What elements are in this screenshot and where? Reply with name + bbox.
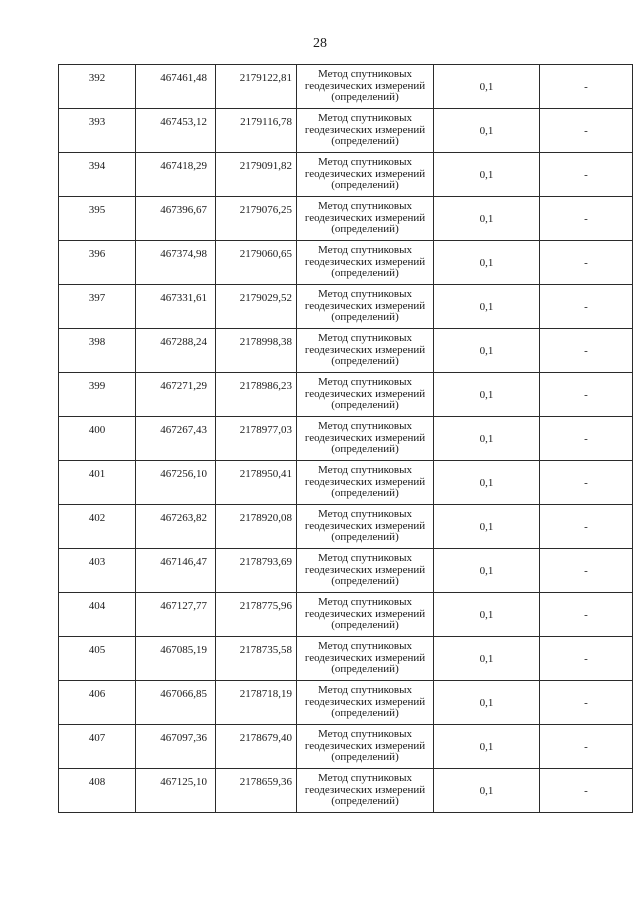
- table-row: [59, 109, 633, 153]
- method-text-line: Метод спутниковых: [318, 332, 412, 345]
- method-text-line: Метод спутниковых: [318, 508, 412, 521]
- note-cell: -: [540, 285, 633, 329]
- method-cell: [297, 109, 434, 153]
- accuracy-cell: 0,1: [434, 65, 540, 109]
- method-text-line: (определений): [331, 619, 399, 632]
- method-text-line: Метод спутниковых: [318, 640, 412, 653]
- method-cell: [297, 593, 434, 637]
- method-text-line: геодезических измерений: [304, 167, 426, 180]
- point-number-cell: 397: [59, 285, 136, 329]
- table-row: [59, 549, 633, 593]
- note-cell: -: [540, 417, 633, 461]
- table-row: [59, 373, 633, 417]
- x-coordinate-cell: 467396,67: [136, 197, 216, 241]
- method-text-line: Метод спутниковых: [318, 684, 412, 697]
- y-coordinate-cell: 2178793,69: [216, 549, 297, 593]
- method-text-line: (определений): [331, 355, 399, 368]
- x-coordinate-cell: 467418,29: [136, 153, 216, 197]
- table-row: [59, 461, 633, 505]
- x-coordinate-cell: 467125,10: [136, 769, 216, 813]
- x-coordinate-cell: 467271,29: [136, 373, 216, 417]
- note-cell: -: [540, 329, 633, 373]
- method-text-line: Метод спутниковых: [318, 596, 412, 609]
- accuracy-cell: 0,1: [434, 241, 540, 285]
- method-cell: [297, 681, 434, 725]
- method-cell: [297, 153, 434, 197]
- method-text-line: геодезических измерений: [304, 651, 426, 664]
- method-text-line: геодезических измерений: [304, 739, 426, 752]
- method-cell: [297, 769, 434, 813]
- accuracy-cell: 0,1: [434, 725, 540, 769]
- method-text-line: геодезических измерений: [304, 255, 426, 268]
- accuracy-cell: 0,1: [434, 197, 540, 241]
- note-cell: -: [540, 461, 633, 505]
- accuracy-cell: 0,1: [434, 637, 540, 681]
- table-row: [59, 197, 633, 241]
- table-row: [59, 681, 633, 725]
- point-number-cell: 401: [59, 461, 136, 505]
- y-coordinate-cell: 2178977,03: [216, 417, 297, 461]
- method-text-line: Метод спутниковых: [318, 244, 412, 257]
- x-coordinate-cell: 467267,43: [136, 417, 216, 461]
- method-cell: [297, 373, 434, 417]
- note-cell: -: [540, 769, 633, 813]
- note-cell: -: [540, 241, 633, 285]
- y-coordinate-cell: 2178679,40: [216, 725, 297, 769]
- note-cell: -: [540, 725, 633, 769]
- accuracy-cell: 0,1: [434, 153, 540, 197]
- method-text-line: геодезических измерений: [304, 783, 426, 796]
- point-number-cell: 407: [59, 725, 136, 769]
- note-cell: -: [540, 549, 633, 593]
- point-number-cell: 402: [59, 505, 136, 549]
- table-row: [59, 725, 633, 769]
- point-number-cell: 392: [59, 65, 136, 109]
- method-text-line: (определений): [331, 487, 399, 500]
- method-text-line: геодезических измерений: [304, 79, 426, 92]
- note-cell: -: [540, 681, 633, 725]
- point-number-cell: 406: [59, 681, 136, 725]
- x-coordinate-cell: 467127,77: [136, 593, 216, 637]
- method-cell: [297, 329, 434, 373]
- y-coordinate-cell: 2178920,08: [216, 505, 297, 549]
- method-cell: [297, 197, 434, 241]
- method-text-line: геодезических измерений: [304, 695, 426, 708]
- method-text-line: (определений): [331, 91, 399, 104]
- note-cell: -: [540, 65, 633, 109]
- table-row: [59, 505, 633, 549]
- method-cell: [297, 725, 434, 769]
- y-coordinate-cell: 2178775,96: [216, 593, 297, 637]
- point-number-cell: 398: [59, 329, 136, 373]
- method-text-line: Метод спутниковых: [318, 420, 412, 433]
- y-coordinate-cell: 2178735,58: [216, 637, 297, 681]
- method-text-line: Метод спутниковых: [318, 464, 412, 477]
- method-text-line: геодезических измерений: [304, 563, 426, 576]
- method-text-line: (определений): [331, 399, 399, 412]
- table-row: [59, 65, 633, 109]
- method-text-line: (определений): [331, 707, 399, 720]
- x-coordinate-cell: 467085,19: [136, 637, 216, 681]
- point-number-cell: 400: [59, 417, 136, 461]
- note-cell: -: [540, 373, 633, 417]
- method-text-line: (определений): [331, 223, 399, 236]
- method-text-line: геодезических измерений: [304, 431, 426, 444]
- point-number-cell: 394: [59, 153, 136, 197]
- x-coordinate-cell: 467256,10: [136, 461, 216, 505]
- coordinates-table: [58, 64, 633, 813]
- method-text-line: геодезических измерений: [304, 607, 426, 620]
- method-text-line: (определений): [331, 443, 399, 456]
- point-number-cell: 404: [59, 593, 136, 637]
- x-coordinate-cell: 467331,61: [136, 285, 216, 329]
- method-text-line: Метод спутниковых: [318, 112, 412, 125]
- note-cell: -: [540, 197, 633, 241]
- method-text-line: геодезических измерений: [304, 123, 426, 136]
- accuracy-cell: 0,1: [434, 461, 540, 505]
- y-coordinate-cell: 2178659,36: [216, 769, 297, 813]
- point-number-cell: 396: [59, 241, 136, 285]
- method-text-line: (определений): [331, 531, 399, 544]
- method-cell: [297, 505, 434, 549]
- note-cell: -: [540, 505, 633, 549]
- method-text-line: геодезических измерений: [304, 211, 426, 224]
- x-coordinate-cell: 467374,98: [136, 241, 216, 285]
- accuracy-cell: 0,1: [434, 329, 540, 373]
- method-cell: [297, 65, 434, 109]
- x-coordinate-cell: 467453,12: [136, 109, 216, 153]
- table-row: [59, 241, 633, 285]
- x-coordinate-cell: 467288,24: [136, 329, 216, 373]
- method-cell: [297, 461, 434, 505]
- method-text-line: (определений): [331, 311, 399, 324]
- y-coordinate-cell: 2179076,25: [216, 197, 297, 241]
- method-text-line: геодезических измерений: [304, 475, 426, 488]
- y-coordinate-cell: 2178998,38: [216, 329, 297, 373]
- x-coordinate-cell: 467263,82: [136, 505, 216, 549]
- accuracy-cell: 0,1: [434, 769, 540, 813]
- method-text-line: геодезических измерений: [304, 519, 426, 532]
- x-coordinate-cell: 467461,48: [136, 65, 216, 109]
- table-row: [59, 285, 633, 329]
- method-text-line: геодезических измерений: [304, 343, 426, 356]
- method-text-line: Метод спутниковых: [318, 156, 412, 169]
- method-text-line: Метод спутниковых: [318, 68, 412, 81]
- accuracy-cell: 0,1: [434, 285, 540, 329]
- method-text-line: Метод спутниковых: [318, 728, 412, 741]
- point-number-cell: 399: [59, 373, 136, 417]
- table-row: [59, 593, 633, 637]
- note-cell: -: [540, 153, 633, 197]
- y-coordinate-cell: 2178986,23: [216, 373, 297, 417]
- accuracy-cell: 0,1: [434, 373, 540, 417]
- method-text-line: геодезических измерений: [304, 299, 426, 312]
- method-text-line: (определений): [331, 663, 399, 676]
- y-coordinate-cell: 2179116,78: [216, 109, 297, 153]
- point-number-cell: 405: [59, 637, 136, 681]
- point-number-cell: 395: [59, 197, 136, 241]
- accuracy-cell: 0,1: [434, 593, 540, 637]
- x-coordinate-cell: 467097,36: [136, 725, 216, 769]
- accuracy-cell: 0,1: [434, 417, 540, 461]
- coordinates-table-body: [59, 65, 633, 813]
- table-row: [59, 329, 633, 373]
- point-number-cell: 403: [59, 549, 136, 593]
- table-row: [59, 153, 633, 197]
- x-coordinate-cell: 467066,85: [136, 681, 216, 725]
- method-text-line: (определений): [331, 795, 399, 808]
- method-text-line: геодезических измерений: [304, 387, 426, 400]
- method-text-line: Метод спутниковых: [318, 376, 412, 389]
- note-cell: -: [540, 593, 633, 637]
- y-coordinate-cell: 2178718,19: [216, 681, 297, 725]
- accuracy-cell: 0,1: [434, 505, 540, 549]
- note-cell: -: [540, 637, 633, 681]
- method-text-line: (определений): [331, 267, 399, 280]
- table-row: [59, 769, 633, 813]
- accuracy-cell: 0,1: [434, 549, 540, 593]
- method-text-line: (определений): [331, 179, 399, 192]
- method-text-line: (определений): [331, 135, 399, 148]
- point-number-cell: 393: [59, 109, 136, 153]
- y-coordinate-cell: 2179122,81: [216, 65, 297, 109]
- method-cell: [297, 549, 434, 593]
- method-text-line: (определений): [331, 575, 399, 588]
- accuracy-cell: 0,1: [434, 109, 540, 153]
- method-text-line: Метод спутниковых: [318, 552, 412, 565]
- y-coordinate-cell: 2179091,82: [216, 153, 297, 197]
- method-cell: [297, 285, 434, 329]
- point-number-cell: 408: [59, 769, 136, 813]
- y-coordinate-cell: 2179060,65: [216, 241, 297, 285]
- method-cell: [297, 637, 434, 681]
- method-text-line: Метод спутниковых: [318, 288, 412, 301]
- table-row: [59, 417, 633, 461]
- note-cell: -: [540, 109, 633, 153]
- x-coordinate-cell: 467146,47: [136, 549, 216, 593]
- method-text-line: (определений): [331, 751, 399, 764]
- y-coordinate-cell: 2179029,52: [216, 285, 297, 329]
- accuracy-cell: 0,1: [434, 681, 540, 725]
- page-number: 28: [313, 36, 327, 51]
- method-cell: [297, 241, 434, 285]
- method-text-line: Метод спутниковых: [318, 200, 412, 213]
- method-cell: [297, 417, 434, 461]
- method-text-line: Метод спутниковых: [318, 772, 412, 785]
- y-coordinate-cell: 2178950,41: [216, 461, 297, 505]
- table-row: [59, 637, 633, 681]
